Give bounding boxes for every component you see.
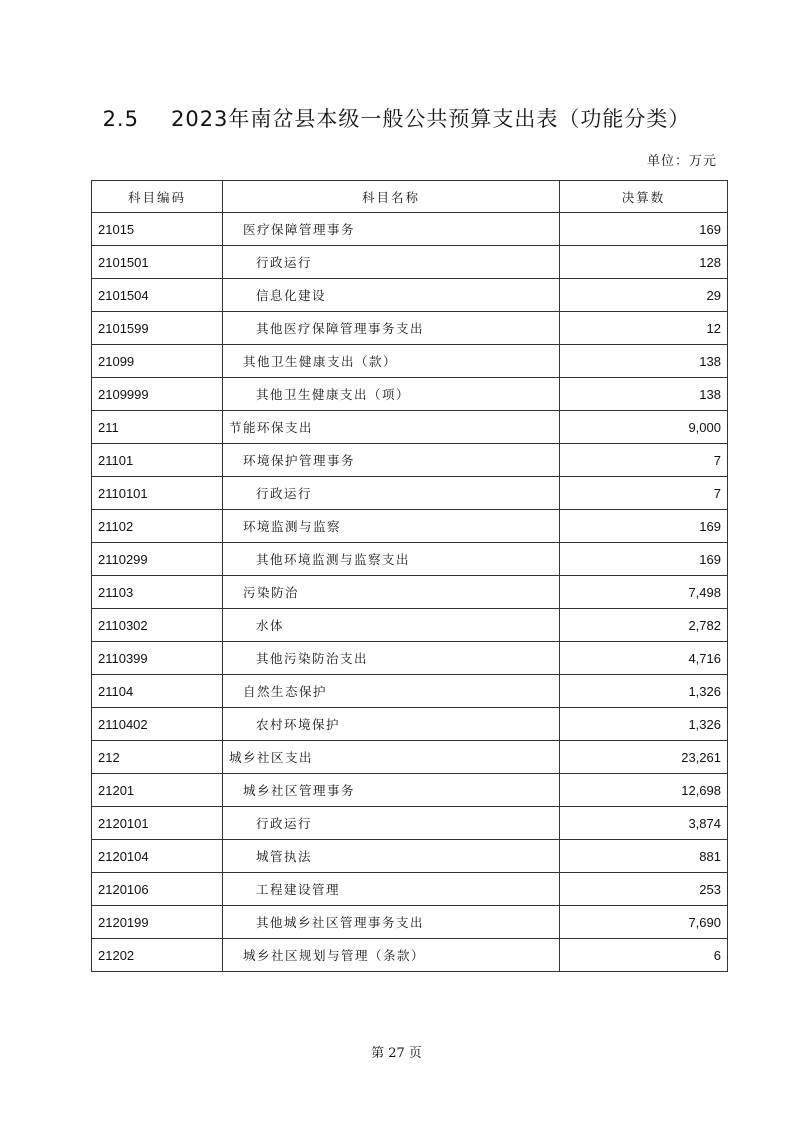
row-name: 污染防治 [223,576,560,609]
row-value: 128 [560,246,728,279]
row-code: 21104 [92,675,223,708]
row-value: 2,782 [560,609,728,642]
row-name: 信息化建设 [223,279,560,312]
row-value: 12 [560,312,728,345]
row-code: 2101599 [92,312,223,345]
header-name: 科目名称 [223,181,560,213]
row-code: 2110399 [92,642,223,675]
row-name: 城乡社区支出 [223,741,560,774]
row-code: 2120106 [92,873,223,906]
row-code: 211 [92,411,223,444]
row-code: 212 [92,741,223,774]
table-row [92,477,728,510]
row-value: 29 [560,279,728,312]
row-code: 2101504 [92,279,223,312]
row-value: 4,716 [560,642,728,675]
row-code: 21015 [92,213,223,246]
row-value: 1,326 [560,675,728,708]
page-number: 27 [388,1046,405,1061]
row-code: 2110402 [92,708,223,741]
row-value: 169 [560,213,728,246]
row-value: 23,261 [560,741,728,774]
table-row [92,213,728,246]
row-code: 2110299 [92,543,223,576]
row-code: 2109999 [92,378,223,411]
table-body [92,213,728,972]
row-value: 138 [560,345,728,378]
page-title [0,103,793,133]
row-code: 2120104 [92,840,223,873]
row-name: 行政运行 [223,477,560,510]
row-value: 6 [560,939,728,972]
table-row [92,411,728,444]
row-value: 7,498 [560,576,728,609]
table-row [92,378,728,411]
row-value: 12,698 [560,774,728,807]
row-code: 21102 [92,510,223,543]
row-code: 21201 [92,774,223,807]
row-name: 工程建设管理 [223,873,560,906]
budget-table [91,180,728,972]
row-value: 7 [560,444,728,477]
row-name: 自然生态保护 [223,675,560,708]
header-code: 科目编码 [92,181,223,213]
table-row [92,906,728,939]
row-name: 行政运行 [223,246,560,279]
table-row [92,609,728,642]
row-name: 城乡社区管理事务 [223,774,560,807]
unit-label: 单位：万元 [646,154,717,169]
footer-suffix: 页 [408,1046,422,1061]
row-name: 其他卫生健康支出（项） [223,378,560,411]
row-code: 21103 [92,576,223,609]
title-number: 2.5 [102,107,139,131]
table-row [92,873,728,906]
row-name: 其他城乡社区管理事务支出 [223,906,560,939]
row-name: 其他医疗保障管理事务支出 [223,312,560,345]
row-value: 138 [560,378,728,411]
table-row [92,939,728,972]
row-value: 9,000 [560,411,728,444]
row-value: 169 [560,510,728,543]
header-value: 决算数 [560,181,728,213]
row-name: 农村环境保护 [223,708,560,741]
table-row [92,807,728,840]
row-code: 21101 [92,444,223,477]
row-name: 其他卫生健康支出（款） [223,345,560,378]
table-row [92,840,728,873]
row-name: 城管执法 [223,840,560,873]
table-row [92,576,728,609]
table-row [92,708,728,741]
table-row [92,543,728,576]
table-row [92,774,728,807]
row-name: 节能环保支出 [223,411,560,444]
row-value: 881 [560,840,728,873]
row-name: 行政运行 [223,807,560,840]
row-code: 21099 [92,345,223,378]
table-row [92,675,728,708]
row-value: 1,326 [560,708,728,741]
row-value: 7 [560,477,728,510]
page-footer [0,1042,793,1061]
row-code: 21202 [92,939,223,972]
table-row [92,741,728,774]
row-name: 其他环境监测与监察支出 [223,543,560,576]
row-value: 7,690 [560,906,728,939]
row-value: 253 [560,873,728,906]
table-row [92,510,728,543]
row-name: 环境保护管理事务 [223,444,560,477]
table-row [92,246,728,279]
row-name: 其他污染防治支出 [223,642,560,675]
row-name: 城乡社区规划与管理（条款） [223,939,560,972]
title-text: 2023年南岔县本级一般公共预算支出表（功能分类） [170,107,691,131]
table-row [92,345,728,378]
row-code: 2110302 [92,609,223,642]
footer-prefix: 第 [371,1046,385,1061]
table-row [92,444,728,477]
table-row [92,312,728,345]
row-code: 2110101 [92,477,223,510]
row-name: 医疗保障管理事务 [223,213,560,246]
row-code: 2120101 [92,807,223,840]
row-value: 169 [560,543,728,576]
row-name: 水体 [223,609,560,642]
row-code: 2101501 [92,246,223,279]
table-row [92,279,728,312]
row-name: 环境监测与监察 [223,510,560,543]
table-row [92,642,728,675]
row-value: 3,874 [560,807,728,840]
table-header-row [92,181,728,213]
row-code: 2120199 [92,906,223,939]
